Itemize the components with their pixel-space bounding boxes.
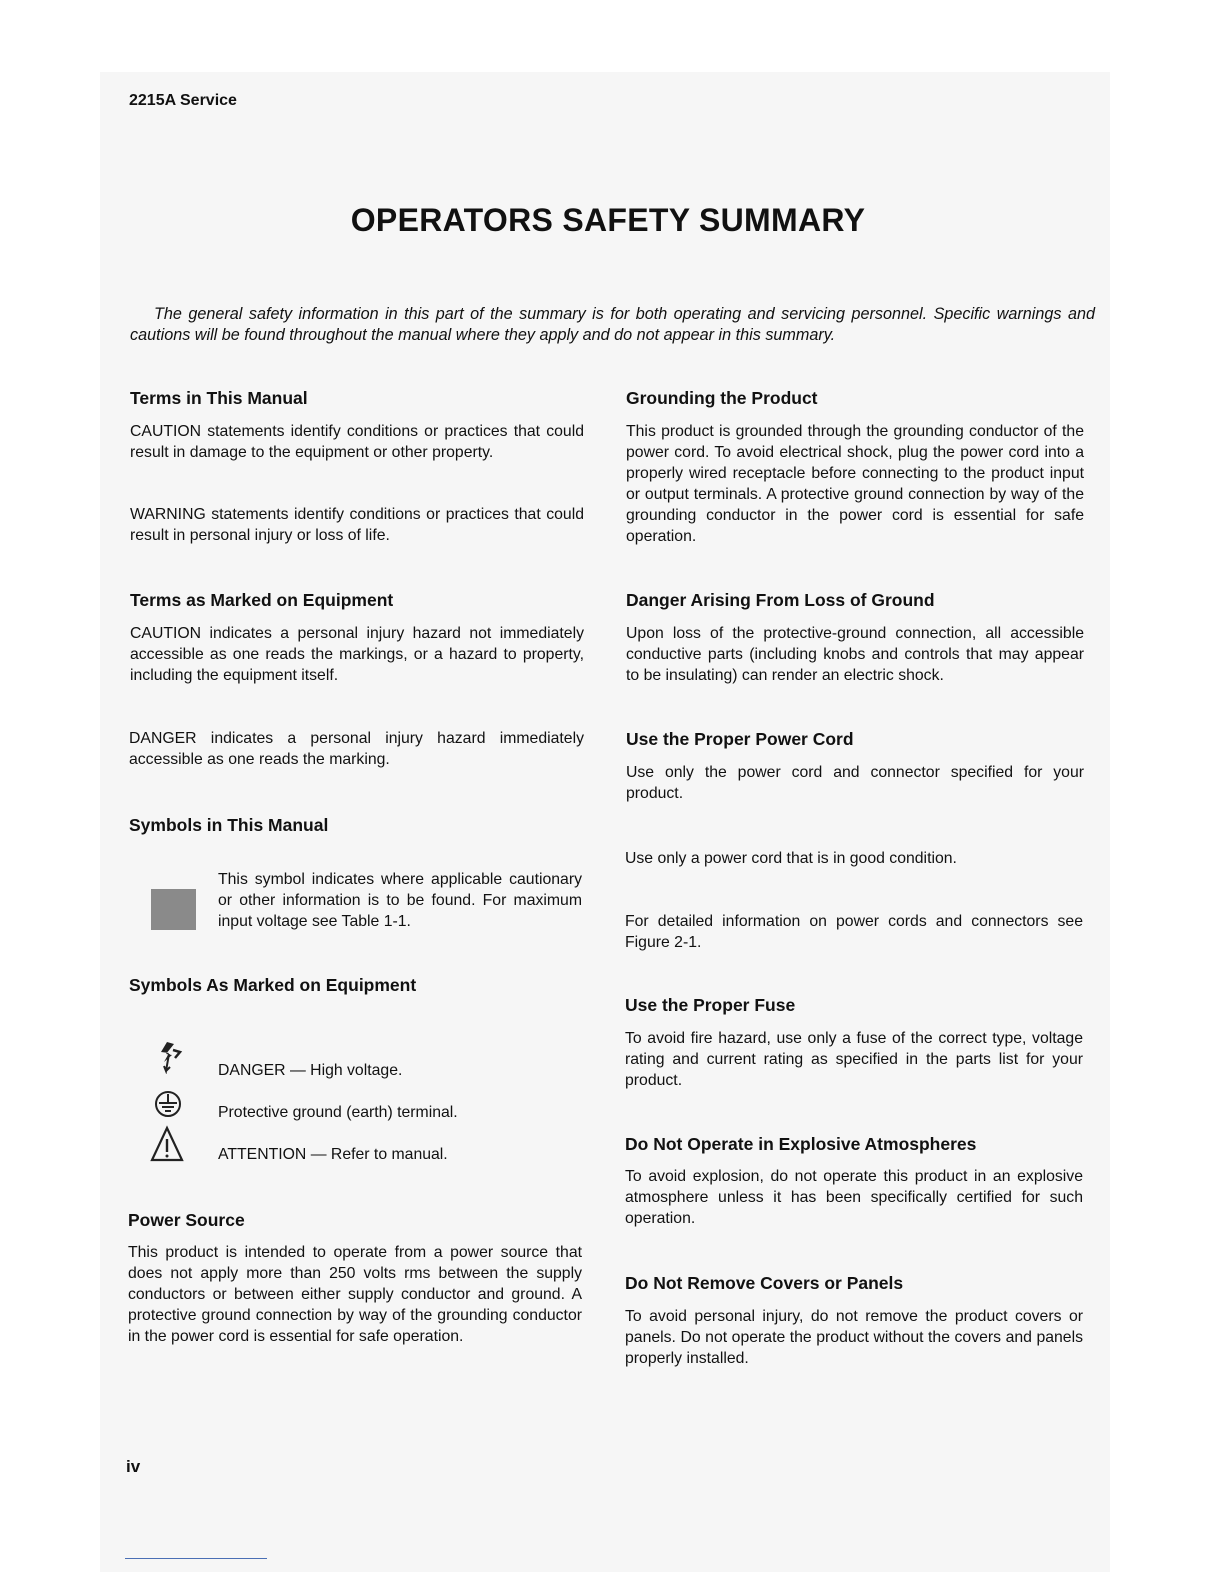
heading-covers-or-panels: Do Not Remove Covers or Panels xyxy=(625,1273,904,1293)
protective-ground-label: Protective ground (earth) terminal. xyxy=(218,1104,458,1121)
page-title: OPERATORS SAFETY SUMMARY xyxy=(350,202,866,238)
caution-statement-text: CAUTION statements identify conditions or practices that could result in damage to the equipment or other property. xyxy=(130,423,584,461)
heading-loss-of-ground: Danger Arising From Loss of Ground xyxy=(626,590,935,610)
warning-statement-text: WARNING statements identify conditions or practices that could result in personal injury or loss of life. xyxy=(130,506,584,544)
power-source-text: This product is intended to operate from a power source that does not apply more than 250 volts rms between the supply conductors or between either supply conductor and ground. A protective ground connection by way of the grounding conductor in the power cord is essential for safe operation. xyxy=(128,1244,582,1345)
power-cord-text-2: Use only a power cord that is in good condition. xyxy=(625,850,957,867)
power-cord-text-3: For detailed information on power cords and connectors see Figure 2-1. xyxy=(625,913,1083,951)
heading-explosive-atmospheres: Do Not Operate in Explosive Atmospheres xyxy=(625,1134,977,1154)
footer-rule xyxy=(125,1558,267,1559)
attention-label: ATTENTION — Refer to manual. xyxy=(218,1146,448,1163)
symbol-explanation-text: This symbol indicates where applicable cautionary or other information is to be found. For maximum input voltage see Table 1-1. xyxy=(218,871,582,930)
grounding-text: This product is grounded through the grounding conductor of the power cord. To avoid electrical shock, plug the power cord into a properly wired receptacle before connecting to the product input or output terminals. A protective ground connection by way of the grounding conductor in the power cord is essential for safe operation. xyxy=(626,423,1084,545)
covers-text: To avoid personal injury, do not remove the product covers or panels. Do not operate the product without the covers and panels properly installed. xyxy=(625,1308,1083,1367)
caution-equipment-text: CAUTION indicates a personal injury hazard not immediately accessible as one reads the markings, or a hazard to property, including the equipment itself. xyxy=(130,625,584,684)
running-header: 2215A Service xyxy=(129,92,237,109)
page-number: iv xyxy=(126,1457,141,1476)
attention-triangle-icon xyxy=(150,1125,184,1163)
heading-symbols-in-this-manual: Symbols in This Manual xyxy=(129,815,329,835)
heading-symbols-marked-on-equipment-text: Symbols As Marked on Equipment xyxy=(129,975,417,995)
fuse-text: To avoid fire hazard, use only a fuse of the correct type, voltage rating and current rating as specified in the parts list for your product. xyxy=(625,1030,1083,1089)
heading-terms-in-this-manual: Terms in This Manual xyxy=(130,388,308,408)
heading-terms-marked-on-equipment: Terms as Marked on Equipment xyxy=(130,590,394,610)
heading-power-source: Power Source xyxy=(128,1210,245,1230)
protective-ground-icon xyxy=(154,1090,182,1118)
power-cord-text-1: Use only the power cord and connector specified for your product. xyxy=(626,764,1084,802)
high-voltage-icon xyxy=(157,1040,185,1074)
intro-paragraph: The general safety information in this part of the summary is for both operating and servicing personnel. Specific warnings and cautions will be found throughout the manual where they apply and do not appear in this summary. xyxy=(130,305,1095,344)
explosive-text: To avoid explosion, do not operate this product in an explosive atmosphere unless it has been specifically certified for such operation. xyxy=(625,1168,1083,1227)
heading-proper-power-cord: Use the Proper Power Cord xyxy=(626,729,854,749)
heading-proper-fuse: Use the Proper Fuse xyxy=(625,995,796,1015)
high-voltage-label: DANGER — High voltage. xyxy=(218,1062,403,1079)
heading-grounding-the-product: Grounding the Product xyxy=(626,388,818,408)
caution-symbol-box-icon xyxy=(151,889,196,930)
loss-of-ground-text: Upon loss of the protective-ground connection, all accessible conductive parts (including knobs and controls that may appear to be insulating) can render an electric shock. xyxy=(626,625,1084,684)
danger-equipment-text: DANGER indicates a personal injury hazard immediately accessible as one reads the marking. xyxy=(129,730,584,768)
